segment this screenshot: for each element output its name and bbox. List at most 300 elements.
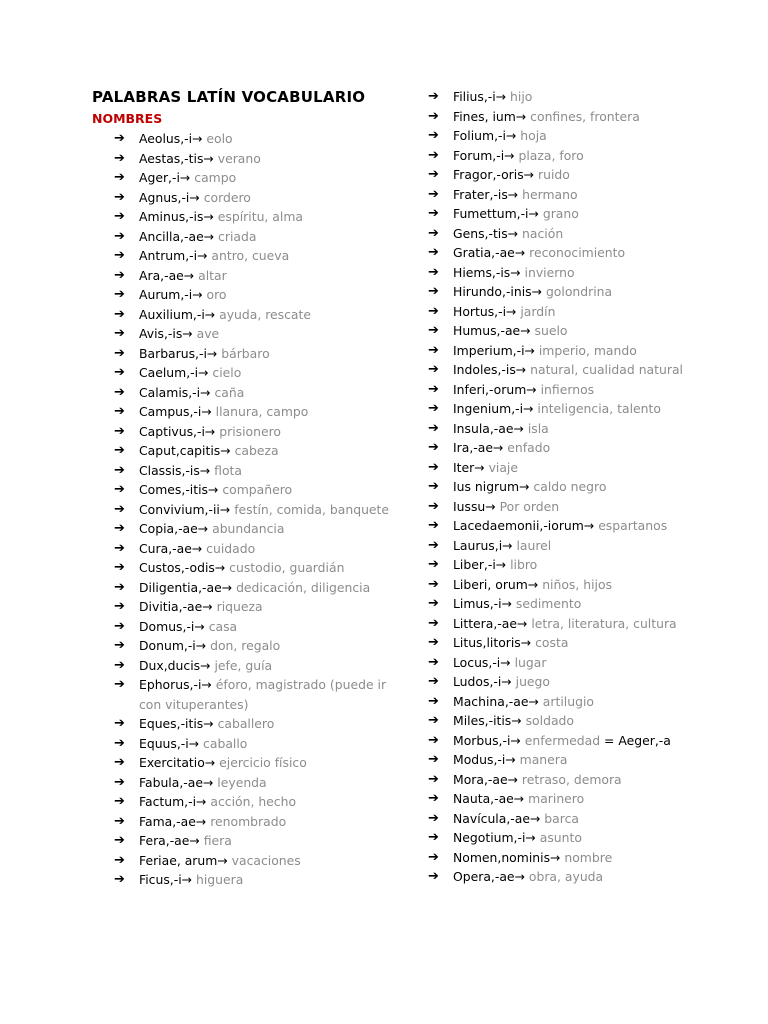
vocab-entry <box>428 789 683 809</box>
latin-word: Fera,-ae <box>139 833 190 848</box>
arrow-separator: → <box>507 186 519 202</box>
arrow-separator: → <box>217 852 228 868</box>
arrow-separator: → <box>203 209 214 224</box>
arrow-separator: → <box>214 560 226 575</box>
latin-word: Convivium,-ii <box>139 501 220 517</box>
latin-word: Domus,-i <box>139 618 195 634</box>
latin-word: Fabula,-ae <box>139 774 203 790</box>
spanish-meaning: enfado <box>503 440 551 455</box>
spanish-meaning: oro <box>202 287 227 302</box>
spanish-meaning: soldado <box>521 713 574 728</box>
arrow-separator: → <box>502 537 513 553</box>
vocab-entry <box>92 246 392 266</box>
arrow-right-icon: ➔ <box>114 716 125 731</box>
arrow-separator: → <box>202 599 213 614</box>
vocab-entry <box>428 828 683 848</box>
latin-word: Laurus,i <box>453 537 503 553</box>
arrow-separator: → <box>550 849 561 865</box>
arrow-separator: → <box>195 813 207 829</box>
spanish-meaning: nombre <box>560 849 613 865</box>
arrow-separator: → <box>219 501 231 517</box>
arrow-separator: → <box>474 459 485 475</box>
vocab-entry <box>428 614 683 634</box>
latin-word: Ira,-ae <box>453 440 493 455</box>
latin-word: Indoles,-is <box>453 362 516 377</box>
spanish-meaning: don, regalo <box>206 638 281 653</box>
vocab-entry <box>92 285 392 305</box>
arrow-right-icon: ➔ <box>114 813 125 829</box>
spanish-meaning: caña <box>210 384 245 400</box>
arrow-separator: → <box>189 833 200 848</box>
arrow-right-icon: ➔ <box>114 521 125 536</box>
arrow-right-icon: ➔ <box>114 560 125 575</box>
spanish-meaning: caldo negro <box>529 479 607 494</box>
arrow-separator: → <box>514 869 525 884</box>
arrow-right-icon: ➔ <box>428 108 439 124</box>
latin-word: Machina,-ae <box>453 693 529 709</box>
spanish-meaning: cuidado <box>202 540 256 556</box>
arrow-separator: → <box>203 716 214 731</box>
arrow-separator: → <box>201 677 212 692</box>
latin-word: Aurum,-i <box>139 287 193 302</box>
spanish-meaning: asunto <box>535 830 582 845</box>
arrow-separator: → <box>517 615 528 631</box>
vocab-entry <box>92 324 392 344</box>
arrow-separator: → <box>199 462 211 478</box>
vocab-entry <box>92 500 392 520</box>
spanish-meaning: flota <box>210 462 242 478</box>
arrow-separator: → <box>203 150 214 166</box>
arrow-right-icon: ➔ <box>428 674 439 689</box>
latin-word: Gratia,-ae <box>453 245 515 260</box>
latin-word: Feriae, arum <box>139 852 218 868</box>
vocab-entry <box>428 672 683 692</box>
vocab-entry <box>428 809 683 829</box>
spanish-meaning: marinero <box>524 791 585 806</box>
arrow-right-icon: ➔ <box>428 381 439 397</box>
arrow-separator: → <box>506 303 517 319</box>
vocab-entry <box>428 341 683 361</box>
latin-word: Aestas,-tis <box>139 150 204 166</box>
arrow-right-icon: ➔ <box>428 869 439 884</box>
arrow-right-icon: ➔ <box>114 579 125 595</box>
arrow-right-icon: ➔ <box>114 872 125 887</box>
arrow-right-icon: ➔ <box>428 654 439 670</box>
vocab-entry <box>428 146 683 166</box>
spanish-meaning: vacaciones <box>227 852 301 868</box>
arrow-right-icon: ➔ <box>428 479 439 494</box>
arrow-right-icon: ➔ <box>114 404 125 419</box>
vocab-entry <box>92 383 392 403</box>
latin-word: Aminus,-is <box>139 209 204 224</box>
arrow-separator: → <box>510 732 521 748</box>
spanish-meaning: higuera <box>192 872 244 887</box>
spanish-meaning: espartanos <box>594 518 668 533</box>
latin-word: Captivus,-i <box>139 423 205 439</box>
spanish-meaning: criada <box>214 228 257 244</box>
extra-note: = Aeger,-a <box>600 732 671 748</box>
arrow-separator: → <box>524 342 535 358</box>
spanish-meaning: infiernos <box>536 381 595 397</box>
spanish-meaning: viaje <box>484 459 518 475</box>
arrow-right-icon: ➔ <box>428 420 439 436</box>
spanish-meaning: verano <box>213 150 261 166</box>
spanish-meaning: hoja <box>516 128 547 143</box>
arrow-right-icon: ➔ <box>114 638 125 653</box>
vocab-entry <box>92 753 392 773</box>
arrow-separator: → <box>525 830 536 845</box>
spanish-meaning: sedimento <box>511 596 582 611</box>
arrow-separator: → <box>188 735 200 751</box>
arrow-right-icon: ➔ <box>428 576 439 592</box>
spanish-meaning: confines, frontera <box>526 108 640 124</box>
vocab-entry <box>428 302 683 322</box>
vocab-entry <box>428 770 683 790</box>
latin-word: Iussu <box>453 498 486 514</box>
latin-word: Factum,-i <box>139 794 197 809</box>
spanish-meaning: caballo <box>199 735 248 751</box>
arrow-separator: → <box>513 420 524 436</box>
latin-word: Ara,-ae <box>139 267 184 283</box>
latin-word: Fama,-ae <box>139 813 196 829</box>
arrow-right-icon: ➔ <box>428 147 439 163</box>
arrow-separator: → <box>194 618 205 634</box>
vocab-entry <box>92 558 392 578</box>
spanish-meaning: casa <box>204 618 238 634</box>
vocab-entry <box>428 653 683 673</box>
latin-word: Exercitatio <box>139 755 205 770</box>
arrow-separator: → <box>528 693 539 709</box>
vocab-entry <box>428 692 683 712</box>
vocab-entry <box>92 168 392 188</box>
arrow-separator: → <box>500 654 511 670</box>
arrow-separator: → <box>189 189 200 205</box>
spanish-meaning: ejercicio físico <box>215 755 307 770</box>
arrow-right-icon: ➔ <box>114 189 125 205</box>
arrow-separator: → <box>192 131 203 146</box>
vocab-entry <box>92 422 392 442</box>
arrow-right-icon: ➔ <box>428 557 439 572</box>
arrow-separator: → <box>527 576 539 592</box>
arrow-right-icon: ➔ <box>428 89 439 104</box>
vocab-entry <box>428 107 683 127</box>
latin-word: Aeolus,-i <box>139 131 193 146</box>
arrow-right-icon: ➔ <box>428 225 439 241</box>
latin-word: Divitia,-ae <box>139 599 203 614</box>
vocab-entry <box>92 792 392 812</box>
arrow-separator: → <box>197 521 209 536</box>
arrow-right-icon: ➔ <box>428 596 439 611</box>
spanish-meaning: suelo <box>530 323 568 338</box>
latin-word: Folium,-i <box>453 128 506 143</box>
arrow-right-icon: ➔ <box>114 365 125 380</box>
vocab-entry <box>428 321 683 341</box>
arrow-right-icon: ➔ <box>114 501 125 517</box>
arrow-right-icon: ➔ <box>428 713 439 728</box>
arrow-right-icon: ➔ <box>114 657 125 673</box>
latin-word: Ingenium,-i <box>453 401 524 416</box>
latin-word: Hortus,-i <box>453 303 507 319</box>
latin-word: Liber,-i <box>453 557 496 572</box>
arrow-right-icon: ➔ <box>114 287 125 302</box>
vocab-entry <box>92 812 392 832</box>
vocab-entry <box>428 87 683 107</box>
vocab-entry <box>92 519 392 539</box>
latin-word: Ager,-i <box>139 170 180 185</box>
latin-word: Caelum,-i <box>139 365 199 380</box>
arrow-right-icon: ➔ <box>428 752 439 767</box>
spanish-meaning: cabeza <box>230 443 279 458</box>
arrow-right-icon: ➔ <box>114 618 125 634</box>
arrow-right-icon: ➔ <box>114 599 125 614</box>
arrow-right-icon: ➔ <box>114 131 125 146</box>
arrow-right-icon: ➔ <box>114 306 125 322</box>
vocab-entry <box>92 266 392 286</box>
spanish-meaning: leyenda <box>213 774 267 790</box>
vocab-entry <box>428 477 683 497</box>
arrow-right-icon: ➔ <box>428 303 439 319</box>
latin-word: Ephorus,-i <box>139 677 202 692</box>
arrow-right-icon: ➔ <box>114 462 125 478</box>
latin-word: Antrum,-i <box>139 248 198 263</box>
arrow-separator: → <box>519 479 530 494</box>
vocab-entry <box>428 575 683 595</box>
arrow-right-icon: ➔ <box>428 342 439 358</box>
spanish-meaning: grano <box>538 206 579 221</box>
latin-word: Iter <box>453 459 475 475</box>
arrow-right-icon: ➔ <box>114 345 125 361</box>
arrow-right-icon: ➔ <box>428 498 439 514</box>
latin-word: Liberi, orum <box>453 576 528 592</box>
latin-word: Classis,-is <box>139 462 200 478</box>
arrow-separator: → <box>204 306 216 322</box>
vocab-entry <box>428 458 683 478</box>
spanish-meaning: espíritu, alma <box>213 209 304 224</box>
latin-word: Litus,litoris <box>453 635 521 650</box>
arrow-right-icon: ➔ <box>428 440 439 455</box>
vocab-entry <box>428 438 683 458</box>
latin-word: Hirundo,-inis <box>453 284 532 299</box>
latin-word: Caput,capitis <box>139 443 221 458</box>
spanish-meaning: lugar <box>510 654 547 670</box>
spanish-meaning: inteligencia, talento <box>533 401 661 416</box>
vocab-entry <box>428 594 683 614</box>
arrow-separator: → <box>523 401 534 416</box>
vocab-entry <box>428 516 683 536</box>
arrow-right-icon: ➔ <box>114 540 125 556</box>
arrow-right-icon: ➔ <box>428 284 439 299</box>
arrow-separator: → <box>510 264 521 280</box>
latin-word: Negotium,-i <box>453 830 526 845</box>
latin-word: Auxilium,-i <box>139 306 205 322</box>
arrow-right-icon: ➔ <box>428 791 439 806</box>
spanish-meaning: festín, comida, banquete <box>230 501 390 517</box>
vocab-entry <box>92 851 392 871</box>
spanish-meaning: isla <box>523 420 549 436</box>
arrow-right-icon: ➔ <box>114 209 125 224</box>
latin-word: Morbus,-i <box>453 732 511 748</box>
spanish-meaning: acción, hecho <box>206 794 297 809</box>
latin-word: Fumettum,-i <box>453 206 529 221</box>
vocab-entry <box>92 480 392 500</box>
arrow-right-icon: ➔ <box>114 755 125 770</box>
arrow-right-icon: ➔ <box>428 615 439 631</box>
vocab-entry <box>428 711 683 731</box>
arrow-right-icon: ➔ <box>428 459 439 475</box>
latin-word: Nauta,-ae <box>453 791 514 806</box>
spanish-meaning: plaza, foro <box>514 147 584 163</box>
vocab-entry <box>92 129 392 149</box>
latin-word: Filius,-i <box>453 89 496 104</box>
latin-word: Comes,-itis <box>139 482 208 497</box>
arrow-right-icon: ➔ <box>114 150 125 166</box>
vocab-entry <box>428 126 683 146</box>
latin-word: Ludos,-i <box>453 674 502 689</box>
spanish-meaning: manera <box>515 752 568 767</box>
vocab-entry <box>92 207 392 227</box>
arrow-right-icon: ➔ <box>428 771 439 787</box>
arrow-right-icon: ➔ <box>428 186 439 202</box>
arrow-separator: → <box>179 170 191 185</box>
spanish-meaning: invierno <box>520 264 575 280</box>
arrow-right-icon: ➔ <box>114 423 125 439</box>
arrow-separator: → <box>511 713 522 728</box>
spanish-meaning: jardín <box>516 303 556 319</box>
arrow-right-icon: ➔ <box>428 323 439 338</box>
arrow-separator: → <box>208 482 219 497</box>
vocab-entry <box>428 867 683 887</box>
latin-word: Modus,-i <box>453 752 506 767</box>
latin-word: Frater,-is <box>453 186 508 202</box>
vocab-entry <box>428 360 683 380</box>
vocab-entry <box>428 263 683 283</box>
vocab-entry <box>92 149 392 169</box>
vocab-entry <box>428 536 683 556</box>
vocab-entry <box>92 305 392 325</box>
spanish-meaning: ave <box>192 326 220 341</box>
vocab-entry <box>92 656 392 676</box>
spanish-meaning: letra, literatura, cultura <box>527 615 677 631</box>
latin-word: Fines, ium <box>453 108 516 124</box>
latin-word: Campus,-i <box>139 404 202 419</box>
arrow-separator: → <box>501 596 512 611</box>
vocab-entry <box>428 204 683 224</box>
arrow-right-icon: ➔ <box>428 810 439 826</box>
spanish-meaning: nación <box>518 225 564 241</box>
arrow-right-icon: ➔ <box>428 635 439 650</box>
vocab-entry <box>92 636 392 656</box>
arrow-right-icon: ➔ <box>428 167 439 182</box>
arrow-right-icon: ➔ <box>114 326 125 341</box>
arrow-separator: → <box>523 167 535 182</box>
arrow-separator: → <box>520 635 532 650</box>
arrow-right-icon: ➔ <box>428 732 439 748</box>
vocab-entry <box>92 578 392 598</box>
arrow-separator: → <box>221 579 233 595</box>
arrow-right-icon: ➔ <box>428 362 439 377</box>
latin-word: Humus,-ae <box>453 323 521 338</box>
arrow-right-icon: ➔ <box>114 735 125 751</box>
vocab-entry <box>92 773 392 793</box>
spanish-meaning: juego <box>511 674 550 689</box>
latin-word: Navícula,-ae <box>453 810 530 826</box>
vocab-entry <box>428 185 683 205</box>
arrow-right-icon: ➔ <box>114 794 125 809</box>
latin-word: Locus,-i <box>453 654 501 670</box>
arrow-separator: → <box>220 443 231 458</box>
spanish-meaning: cordero <box>199 189 251 205</box>
arrow-right-icon: ➔ <box>428 830 439 845</box>
vocabulary-list-right <box>428 87 683 887</box>
vocab-entry <box>92 617 392 637</box>
latin-word: Opera,-ae <box>453 869 515 884</box>
spanish-meaning: bárbaro <box>217 345 270 361</box>
vocab-entry <box>428 555 683 575</box>
arrow-separator: → <box>183 267 195 283</box>
arrow-right-icon: ➔ <box>428 128 439 143</box>
latin-word: Limus,-i <box>453 596 502 611</box>
spanish-meaning: ruido <box>534 167 570 182</box>
spanish-meaning: altar <box>194 267 227 283</box>
arrow-separator: → <box>531 284 542 299</box>
vocab-entry <box>92 188 392 208</box>
latin-word: Barbarus,-i <box>139 345 207 361</box>
latin-word: Cura,-ae <box>139 540 192 556</box>
spanish-meaning: cielo <box>208 365 242 380</box>
latin-word: Eques,-itis <box>139 716 204 731</box>
arrow-separator: → <box>505 128 517 143</box>
spanish-meaning: custodio, guardián <box>225 560 345 575</box>
vocab-entry <box>428 848 683 868</box>
vocab-entry <box>428 243 683 263</box>
section-heading-nombres: NOMBRES <box>92 111 163 126</box>
latin-word: Ficus,-i <box>139 872 182 887</box>
latin-word: Nomen,nominis <box>453 849 551 865</box>
arrow-right-icon: ➔ <box>114 248 125 263</box>
document-title: PALABRAS LATÍN VOCABULARIO <box>92 88 366 106</box>
arrow-separator: → <box>200 657 211 673</box>
arrow-right-icon: ➔ <box>114 833 125 848</box>
spanish-meaning: dedicación, diligencia <box>232 579 371 595</box>
arrow-right-icon: ➔ <box>428 264 439 280</box>
latin-word: Donum,-i <box>139 638 196 653</box>
spanish-meaning: laurel <box>512 537 552 553</box>
arrow-separator: → <box>528 206 539 221</box>
arrow-right-icon: ➔ <box>428 693 439 709</box>
arrow-separator: → <box>202 774 214 790</box>
arrow-right-icon: ➔ <box>428 518 439 533</box>
vocab-entry <box>428 750 683 770</box>
arrow-right-icon: ➔ <box>114 443 125 458</box>
vocab-entry <box>428 165 683 185</box>
latin-word: Ius nigrum <box>453 479 520 494</box>
latin-word: Custos,-odis <box>139 560 215 575</box>
vocab-entry <box>92 227 392 247</box>
spanish-meaning: imperio, mando <box>534 342 637 358</box>
arrow-separator: → <box>182 326 193 341</box>
vocabulary-list-left <box>92 129 392 890</box>
arrow-separator: → <box>195 638 207 653</box>
arrow-separator: → <box>181 872 193 887</box>
arrow-right-icon: ➔ <box>428 401 439 416</box>
vocab-entry <box>92 461 392 481</box>
latin-word: Avis,-is <box>139 326 183 341</box>
arrow-separator: → <box>197 248 208 263</box>
arrow-right-icon: ➔ <box>114 267 125 283</box>
arrow-separator: → <box>204 755 216 770</box>
latin-word: Equus,-i <box>139 735 189 751</box>
latin-word: Gens,-tis <box>453 225 508 241</box>
